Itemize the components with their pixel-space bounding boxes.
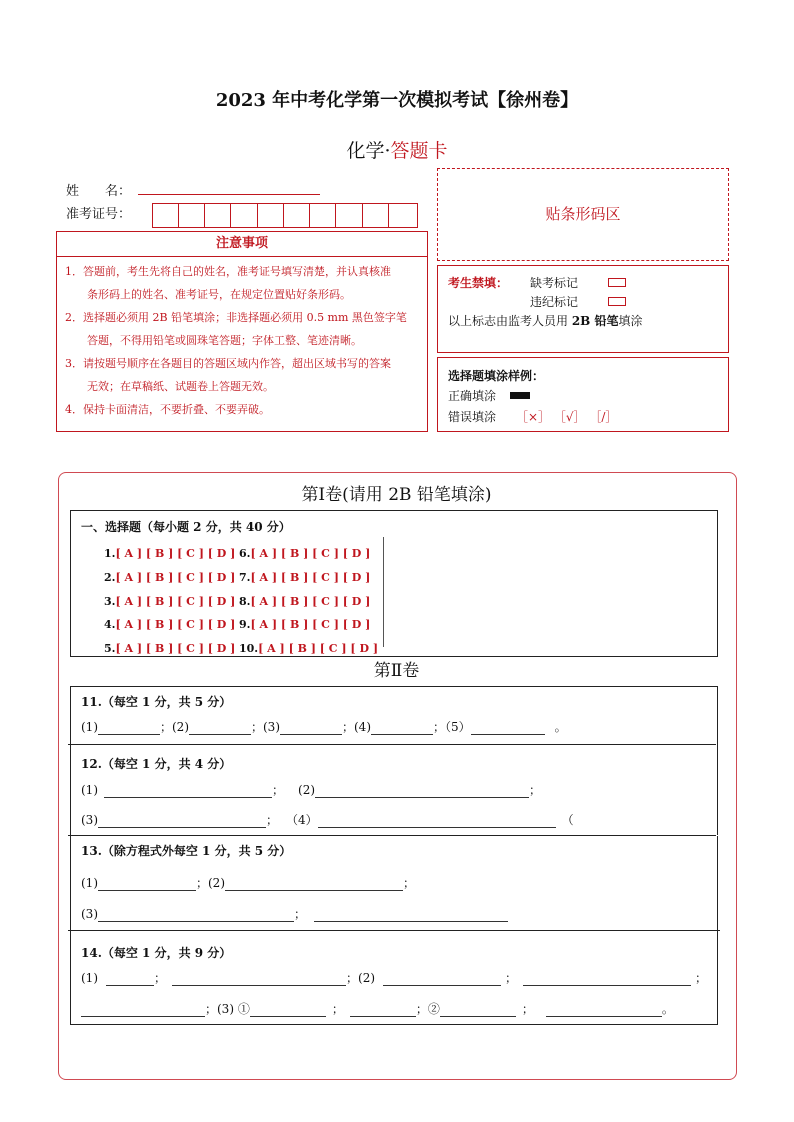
subtitle-subject: 化学·: [346, 140, 391, 162]
barcode-area: [437, 168, 729, 261]
mc-item[interactable]: 8.[ A ] [ B ] [ C ] [ D ]: [239, 595, 371, 608]
note-pencil: 2B 铅笔: [571, 314, 619, 328]
answer-blank[interactable]: [225, 878, 403, 891]
answer-blank[interactable]: [98, 815, 266, 828]
q13-row1: (1) ；(2) ；: [81, 876, 416, 890]
violation-label: 违纪标记: [530, 295, 579, 309]
q11-title: 11.（每空 1 分，共 5 分）: [81, 695, 232, 709]
answer-blank[interactable]: [98, 722, 160, 735]
absent-mark[interactable]: [608, 278, 626, 287]
correct-label: 正确填涂: [448, 389, 497, 403]
violation-mark[interactable]: [608, 297, 626, 306]
card-subtitle: [0, 136, 794, 163]
answer-blank[interactable]: [98, 878, 196, 891]
q12-box: [70, 745, 718, 835]
page-title: 2023 年中考化学第一次模拟考试【徐州卷】: [215, 90, 579, 111]
note-text: 以上标志由监考人员用: [448, 314, 572, 328]
q12-title: 12.（每空 1 分，共 4 分）: [81, 757, 232, 771]
mc-title: 一、选择题（每小题 2 分，共 40 分）: [81, 520, 291, 534]
part2-title: 第Ⅱ卷: [373, 661, 420, 681]
answer-blank[interactable]: [383, 973, 501, 986]
note-tail: 填涂: [618, 314, 643, 328]
sample-box: [437, 357, 729, 432]
notice-item: 1．答题前，考生先将自己的姓名，准考证号填写清楚，并认真核准: [65, 265, 391, 278]
q12-row1: (1) ； (2) ；: [81, 783, 542, 797]
notice-item: 4．保持卡面清洁，不要折叠、不要弄破。: [65, 403, 270, 416]
answer-blank[interactable]: [440, 1004, 516, 1017]
mc-item[interactable]: 3.[ A ] [ B ] [ C ] [ D ]: [104, 595, 236, 608]
q14-box: [70, 931, 718, 1025]
q12-row2: (3) ； （4） （: [81, 813, 574, 827]
answer-blank[interactable]: [314, 909, 508, 922]
answer-blank[interactable]: [315, 785, 529, 798]
notice-item: 3．请按题号顺序在各题目的答题区域内作答，超出区域书写的答案: [65, 357, 391, 370]
notice-title: 注意事项: [57, 232, 427, 257]
q14-row2: ；(3) ① ； ；② ； 。: [81, 1000, 674, 1017]
barcode-label: 贴条形码区: [545, 205, 621, 223]
q11-answers: (1) ；(2) ；(3) ；(4) ；（5） 。: [81, 720, 567, 734]
part1-title: 第Ⅰ卷(请用 2B 铅笔填涂): [301, 485, 492, 505]
mc-box: [70, 510, 718, 657]
answer-blank[interactable]: [523, 973, 691, 986]
notice-box: [56, 231, 428, 432]
mc-item[interactable]: 10.[ A ] [ B ] [ C ] [ D ]: [239, 642, 379, 655]
mc-item[interactable]: 2.[ A ] [ B ] [ C ] [ D ]: [104, 571, 236, 584]
notice-item: 2．选择题必须用 2B 铅笔填涂；非选择题必须用 0.5 mm 黑色签字笔: [65, 311, 407, 324]
examiner-box: [437, 265, 729, 353]
column-divider: [383, 537, 384, 647]
notice-item: 答题，不得用铅笔或圆珠笔答题；字体工整、笔迹清晰。: [65, 334, 362, 347]
answer-blank[interactable]: [172, 973, 346, 986]
q13-title: 13.（除方程式外每空 1 分，共 5 分）: [81, 844, 292, 858]
wrong-label: 错误填涂: [448, 410, 497, 424]
notice-item: 无效；在草稿纸、试题卷上答题无效。: [65, 380, 274, 393]
name-label: 姓 名：: [66, 184, 132, 199]
answer-blank[interactable]: [546, 1004, 662, 1017]
q11-box: [70, 686, 718, 745]
correct-sample: [510, 392, 530, 399]
answer-blank[interactable]: [189, 722, 251, 735]
mc-item[interactable]: 4.[ A ] [ B ] [ C ] [ D ]: [104, 618, 236, 631]
absent-label: 缺考标记: [530, 276, 579, 290]
q13-box: [70, 836, 718, 930]
q13-row2: (3) ；: [81, 905, 508, 922]
answer-blank[interactable]: [250, 1004, 326, 1017]
mc-item[interactable]: 7.[ A ] [ B ] [ C ] [ D ]: [239, 571, 371, 584]
sample-title: 选择题填涂样例：: [448, 369, 545, 383]
exam-id-boxes[interactable]: [152, 203, 418, 228]
answer-blank[interactable]: [81, 1004, 205, 1017]
mc-item[interactable]: 9.[ A ] [ B ] [ C ] [ D ]: [239, 618, 371, 631]
wrong-samples: ［×］ ［√］ ［/］: [516, 410, 618, 424]
examiner-title: 考生禁填：: [448, 276, 509, 290]
examiner-note: [448, 312, 643, 329]
name-field[interactable]: [138, 194, 320, 195]
answer-blank[interactable]: [350, 1004, 416, 1017]
q14-row1: (1) ； ；(2) ； ；: [81, 971, 708, 985]
q14-title: 14.（每空 1 分，共 9 分）: [81, 946, 232, 960]
exam-id-label: 准考证号：: [66, 207, 132, 222]
answer-blank[interactable]: [371, 722, 433, 735]
subtitle-answer-card: 答题卡: [390, 140, 448, 162]
answer-blank[interactable]: [471, 722, 545, 735]
answer-blank[interactable]: [98, 909, 294, 922]
mc-item[interactable]: 1.[ A ] [ B ] [ C ] [ D ]: [104, 547, 236, 560]
answer-blank[interactable]: [280, 722, 342, 735]
mc-item[interactable]: 6.[ A ] [ B ] [ C ] [ D ]: [239, 547, 371, 560]
notice-item: 条形码上的姓名、准考证号，在规定位置贴好条形码。: [65, 288, 351, 301]
mc-item[interactable]: 5.[ A ] [ B ] [ C ] [ D ]: [104, 642, 236, 655]
answer-blank[interactable]: [104, 785, 272, 798]
answer-blank[interactable]: [106, 973, 154, 986]
answer-blank[interactable]: [318, 815, 556, 828]
